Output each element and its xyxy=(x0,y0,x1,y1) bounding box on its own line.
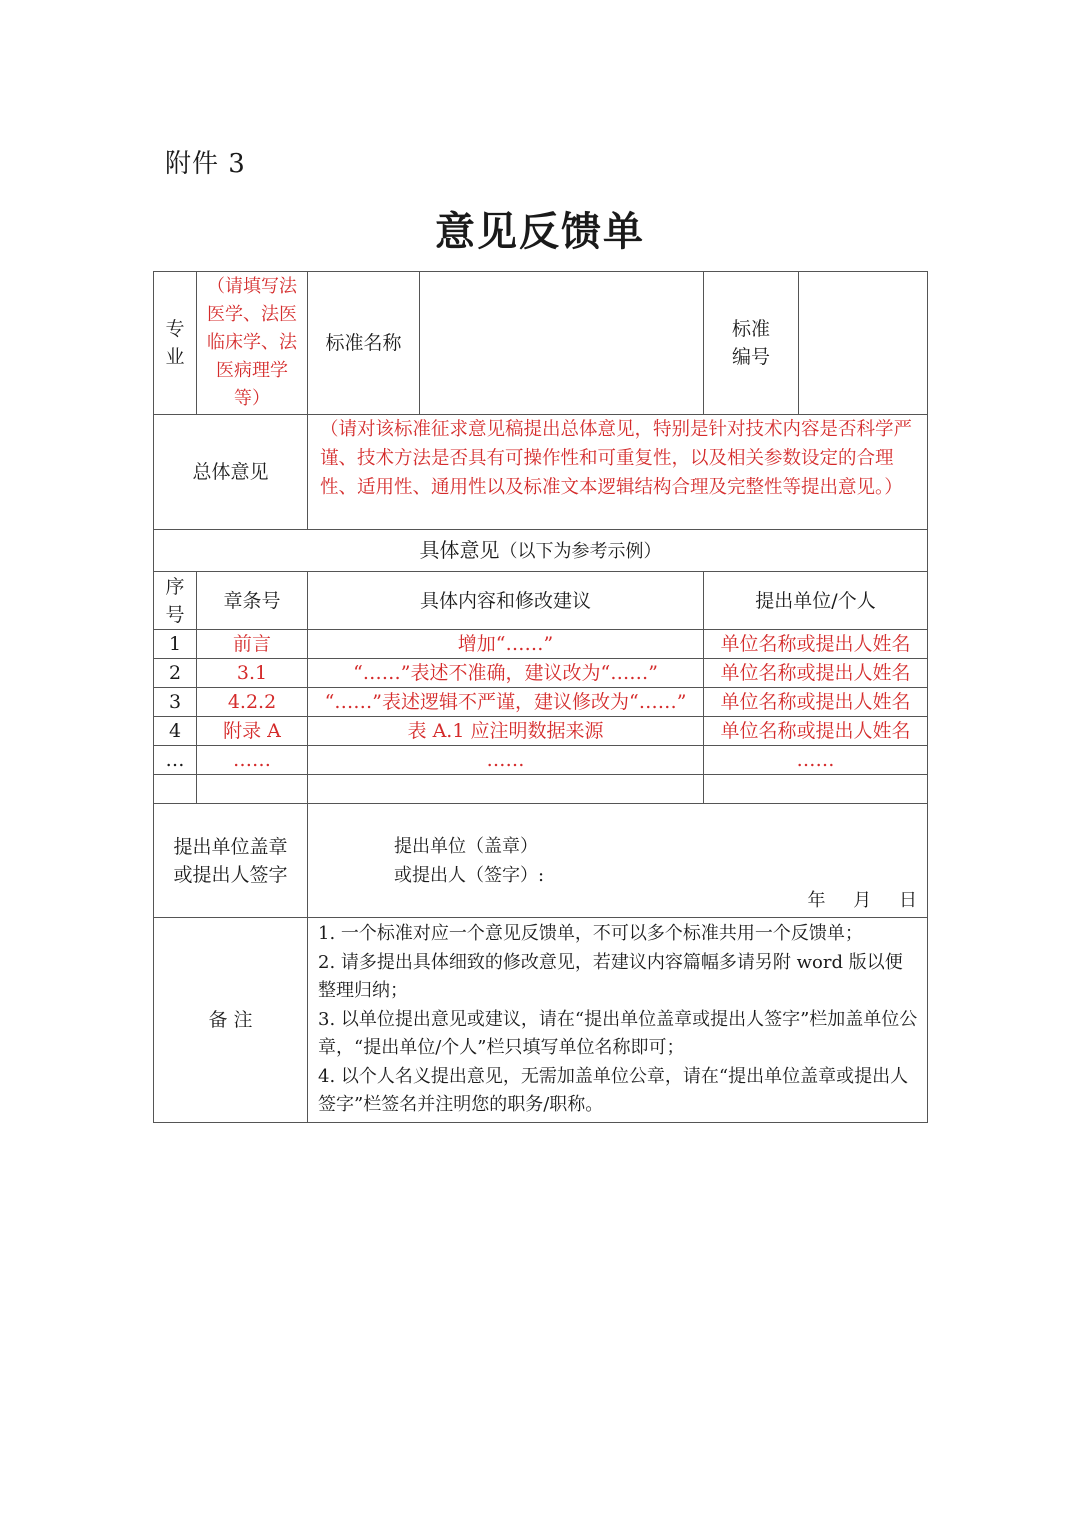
table-row xyxy=(154,717,928,746)
row-no: 2 xyxy=(154,659,197,688)
row-clause[interactable]: 附录 A xyxy=(197,717,308,746)
row-content[interactable]: “……”表述逻辑不严谨，建议修改为“……” xyxy=(308,688,704,717)
row-content[interactable]: 表 A.1 应注明数据来源 xyxy=(308,717,704,746)
column-header-clause: 章条号 xyxy=(197,572,308,630)
row-no: … xyxy=(154,746,197,775)
overall-opinion-hint[interactable]: （请对该标准征求意见稿提出总体意见，特别是针对技术内容是否科学严谨、技术方法是否具有可操作性和可重复性，以及相关参数设定的合理性、适用性、通用性以及标准文本逻辑结构合理及完整性等提出意见。） xyxy=(308,415,928,530)
row-content[interactable]: “……”表述不准确，建议改为“……” xyxy=(308,659,704,688)
standard-name-label: 标准名称 xyxy=(308,272,420,415)
row-submitter[interactable] xyxy=(704,775,928,804)
major-hint: （请填写法医学、法医临床学、法医病理学等） xyxy=(197,272,308,415)
attachment-label: 附件 3 xyxy=(165,149,246,179)
row-clause[interactable]: 4.2.2 xyxy=(197,688,308,717)
row-no xyxy=(154,775,197,804)
row-clause[interactable]: 前言 xyxy=(197,630,308,659)
notes-label: 备 注 xyxy=(154,918,308,1123)
standard-number-label: 标准编号 xyxy=(704,272,799,415)
page-title: 意见反馈单 xyxy=(435,208,645,255)
table-row xyxy=(154,746,928,775)
major-label: 专业 xyxy=(154,272,197,415)
note-item: 4. 以个人名义提出意见，无需加盖单位公章，请在“提出单位盖章或提出人签字”栏签名并注明您的职务/职称。 xyxy=(318,1065,909,1115)
standard-name-field[interactable] xyxy=(420,272,704,415)
row-clause[interactable]: …… xyxy=(197,746,308,775)
signature-label-line1: 提出单位盖章 xyxy=(173,835,288,858)
row-no: 3 xyxy=(154,688,197,717)
table-row xyxy=(154,775,928,804)
table-row xyxy=(154,630,928,659)
column-header-submitter: 提出单位/个人 xyxy=(704,572,928,630)
note-item: 2. 请多提出具体细致的修改意见，若建议内容篇幅多请另附 word 版以便整理归纳； xyxy=(318,951,903,1001)
signature-label-line2: 或提出人签字 xyxy=(173,863,288,886)
row-no: 4 xyxy=(154,717,197,746)
signature-person-line: 或提出人（签字）: xyxy=(394,865,545,886)
row-submitter[interactable]: 单位名称或提出人姓名 xyxy=(704,630,928,659)
notes-list xyxy=(308,918,928,1123)
overall-opinion-label: 总体意见 xyxy=(154,415,308,530)
signature-field[interactable] xyxy=(308,804,928,918)
row-clause[interactable] xyxy=(197,775,308,804)
row-submitter[interactable]: 单位名称或提出人姓名 xyxy=(704,688,928,717)
row-content[interactable] xyxy=(308,775,704,804)
row-submitter[interactable]: …… xyxy=(704,746,928,775)
column-header-no: 序号 xyxy=(154,572,197,630)
specific-opinions-header xyxy=(154,530,928,572)
table-row xyxy=(154,688,928,717)
row-content[interactable]: …… xyxy=(308,746,704,775)
signature-label xyxy=(154,804,308,918)
column-header-content: 具体内容和修改建议 xyxy=(308,572,704,630)
row-submitter[interactable]: 单位名称或提出人姓名 xyxy=(704,717,928,746)
specific-opinions-title: 具体意见 xyxy=(419,537,500,562)
row-no: 1 xyxy=(154,630,197,659)
row-clause[interactable]: 3.1 xyxy=(197,659,308,688)
row-content[interactable]: 增加“……” xyxy=(308,630,704,659)
table-row xyxy=(154,659,928,688)
feedback-form-table xyxy=(153,271,928,1123)
note-item: 1. 一个标准对应一个意见反馈单，不可以多个标准共用一个反馈单； xyxy=(318,923,863,944)
specific-opinions-note: （以下为参考示例） xyxy=(499,540,662,562)
note-item: 3. 以单位提出意见或建议，请在“提出单位盖章或提出人签字”栏加盖单位公章，“提出单位/个人”栏只填写单位名称即可； xyxy=(318,1008,918,1058)
signature-date: 年 月 日 xyxy=(807,890,917,911)
signature-unit-line: 提出单位（盖章） xyxy=(394,836,538,857)
row-submitter[interactable]: 单位名称或提出人姓名 xyxy=(704,659,928,688)
standard-number-field[interactable] xyxy=(799,272,928,415)
